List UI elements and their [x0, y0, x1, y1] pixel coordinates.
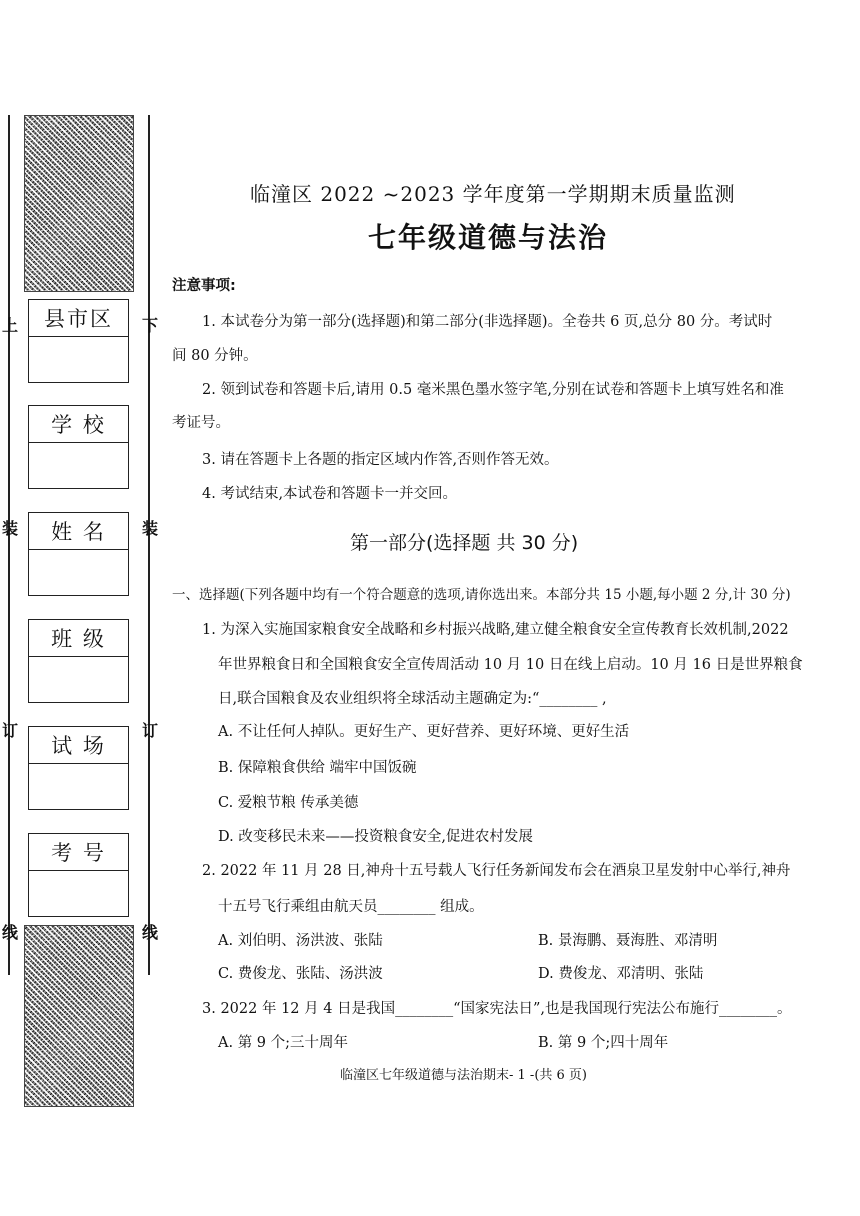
security-pattern-top [24, 115, 134, 292]
exam-number-field[interactable] [28, 833, 129, 917]
notes-heading: 注意事项: [172, 278, 236, 294]
margin-mark-ding-left: 订 [2, 721, 19, 740]
school-field[interactable] [28, 405, 129, 489]
county-label: 县市区 [29, 300, 128, 337]
question-2-option-b[interactable]: B. 景海鹏、聂海胜、邓清明 [538, 933, 718, 949]
margin-mark-zhuang-left: 装 [2, 519, 19, 538]
class-field[interactable] [28, 619, 129, 703]
security-pattern-bottom [24, 925, 134, 1107]
margin-mark-xian-right: 线 [142, 923, 159, 942]
margin-mark-xia: 下 [142, 316, 159, 335]
note-3: 3. 请在答题卡上各题的指定区域内作答,否则作答无效。 [202, 452, 559, 468]
part1-instruction: 一、选择题(下列各题中均有一个符合题意的选项,请你选出来。本部分共 15 小题,每小题 2 分,计 30 分) [172, 587, 791, 603]
question-2-option-d[interactable]: D. 费俊龙、邓清明、张陆 [538, 966, 704, 982]
question-1-option-d[interactable]: D. 改变移民未来——投资粮食安全,促进农村发展 [218, 829, 533, 845]
exam-room-field[interactable] [28, 726, 129, 810]
question-2-stem-line-2: 十五号飞行乘组由航天员________ 组成。 [218, 899, 484, 915]
note-1-cont: 间 80 分钟。 [172, 348, 258, 364]
question-1-option-b[interactable]: B. 保障粮食供给 端牢中国饭碗 [218, 760, 417, 776]
question-2-option-a[interactable]: A. 刘伯明、汤洪波、张陆 [218, 933, 383, 949]
school-label: 学 校 [29, 406, 128, 443]
question-3-option-b[interactable]: B. 第 9 个;四十周年 [538, 1035, 669, 1051]
question-1-stem-line-2: 年世界粮食日和全国粮食安全宣传周活动 10 月 10 日在线上启动。10 月 16 日是世界粮食 [218, 657, 803, 673]
note-2: 2. 领到试卷和答题卡后,请用 0.5 毫米黑色墨水签字笔,分别在试卷和答题卡上填写姓名和准 [202, 382, 784, 398]
name-field[interactable] [28, 512, 129, 596]
margin-right-line [148, 115, 150, 975]
part1-title: 第一部分(选择题 共 30 分) [350, 532, 579, 554]
margin-mark-xian-left: 线 [2, 923, 19, 942]
question-3-stem-line-1: 3. 2022 年 12 月 4 日是我国________“国家宪法日”,也是我国现行宪法公布施行________。 [202, 1001, 792, 1017]
county-field[interactable] [28, 299, 129, 383]
question-2-stem-line-1: 2. 2022 年 11 月 28 日,神舟十五号载人飞行任务新闻发布会在酒泉卫星发射中心举行,神舟 [202, 863, 791, 879]
exam-number-label: 考 号 [29, 834, 128, 871]
exam-title: 临潼区 2022 ~2023 学年度第一学期期末质量监测 [250, 182, 736, 206]
page-footer: 临潼区七年级道德与法治期末- 1 -(共 6 页) [340, 1068, 588, 1083]
question-1-stem-line-3: 日,联合国粮食及农业组织将全球活动主题确定为:“________ , [218, 691, 607, 707]
question-1-stem-line-1: 1. 为深入实施国家粮食安全战略和乡村振兴战略,建立健全粮食安全宣传教育长效机制,2022 [202, 622, 789, 638]
exam-room-label: 试 场 [29, 727, 128, 764]
margin-mark-ding-right: 订 [142, 721, 159, 740]
note-2-cont: 考证号。 [172, 415, 230, 431]
margin-mark-shang: 上 [2, 316, 19, 335]
question-1-option-a[interactable]: A. 不让任何人掉队。更好生产、更好营养、更好环境、更好生活 [218, 724, 630, 740]
name-label: 姓 名 [29, 513, 128, 550]
note-4: 4. 考试结束,本试卷和答题卡一并交回。 [202, 486, 458, 502]
question-3-option-a[interactable]: A. 第 9 个;三十周年 [218, 1035, 349, 1051]
subject-title: 七年级道德与法治 [368, 221, 609, 254]
class-label: 班 级 [29, 620, 128, 657]
question-1-option-c[interactable]: C. 爱粮节粮 传承美德 [218, 795, 359, 811]
note-1: 1. 本试卷分为第一部分(选择题)和第二部分(非选择题)。全卷共 6 页,总分 80 分。考试时 [202, 314, 773, 330]
margin-left-line [8, 115, 10, 975]
question-2-option-c[interactable]: C. 费俊龙、张陆、汤洪波 [218, 966, 383, 982]
margin-mark-zhuang-right: 装 [142, 519, 159, 538]
